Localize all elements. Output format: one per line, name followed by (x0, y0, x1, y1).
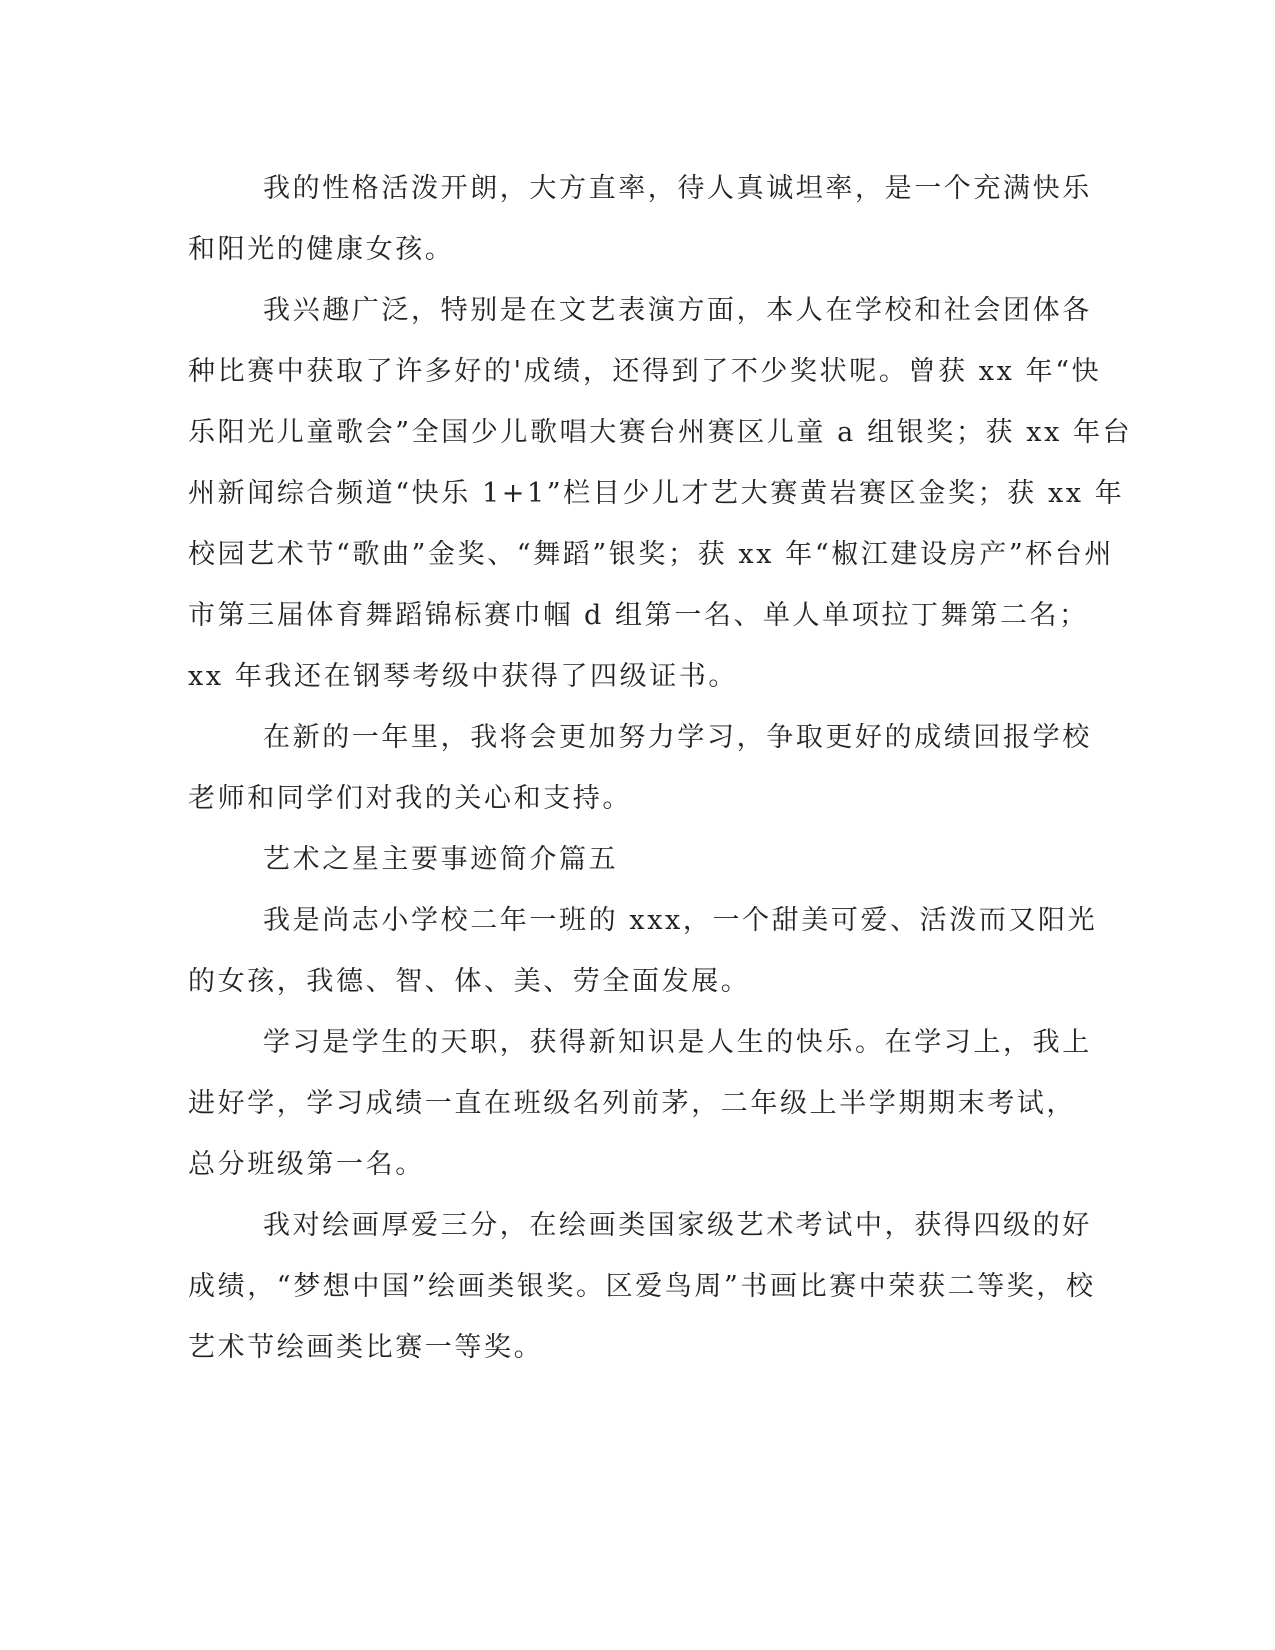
paragraph-interests-awards (188, 280, 1133, 707)
text-line: 学习是学生的天职，获得新知识是人生的快乐。在学习上，我上 (263, 1027, 1092, 1058)
text-line: 我对绘画厚爱三分，在绘画类国家级艺术考试中，获得四级的好 (263, 1210, 1092, 1241)
text-line: 成绩，“梦想中国”绘画类银奖。区爱鸟周”书画比赛中荣获二等奖，校 (188, 1271, 1096, 1302)
paragraph-study (188, 1012, 1092, 1195)
text-line: 进好学，学习成绩一直在班级名列前茅，二年级上半学期期末考试， (188, 1088, 1076, 1119)
paragraph-painting (188, 1195, 1096, 1378)
text-line: 我兴趣广泛，特别是在文艺表演方面，本人在学校和社会团体各 (263, 295, 1092, 326)
paragraph-new-year (188, 707, 1092, 829)
text-line: 在新的一年里，我将会更加努力学习，争取更好的成绩回报学校 (263, 722, 1092, 753)
text-line: 市第三届体育舞蹈锦标赛巾帼 d 组第一名、单人单项拉丁舞第二名； (188, 600, 1089, 631)
text-line: 我的性格活泼开朗，大方直率，待人真诚坦率，是一个充满快乐 (263, 173, 1092, 204)
text-line: 乐阳光儿童歌会”全国少儿歌唱大赛台州赛区儿童 a 组银奖；获 xx 年台 (188, 417, 1133, 448)
paragraph-introduction (188, 890, 1098, 1012)
text-line: 的女孩，我德、智、体、美、劳全面发展。 (188, 966, 751, 997)
document-body (188, 158, 1133, 1378)
text-line: 总分班级第一名。 (188, 1149, 425, 1180)
text-line: 州新闻综合频道“快乐 1+1”栏目少儿才艺大赛黄岩赛区金奖；获 xx 年 (188, 478, 1125, 509)
text-line: 老师和同学们对我的关心和支持。 (188, 783, 632, 814)
text-line: 我是尚志小学校二年一班的 xxx，一个甜美可爱、活泼而又阳光 (263, 905, 1098, 936)
paragraph-personality (188, 158, 1092, 280)
text-line: 和阳光的健康女孩。 (188, 234, 455, 265)
section-heading (188, 829, 1088, 890)
text-line: xx 年我还在钢琴考级中获得了四级证书。 (188, 661, 739, 692)
section-title: 艺术之星主要事迹简介篇五 (263, 844, 619, 875)
text-line: 种比赛中获取了许多好的'成绩，还得到了不少奖状呢。曾获 xx 年“快 (188, 356, 1102, 387)
text-line: 艺术节绘画类比赛一等奖。 (188, 1332, 544, 1363)
text-line: 校园艺术节“歌曲”金奖、“舞蹈”银奖；获 xx 年“椒江建设房产”杯台州 (188, 539, 1115, 570)
